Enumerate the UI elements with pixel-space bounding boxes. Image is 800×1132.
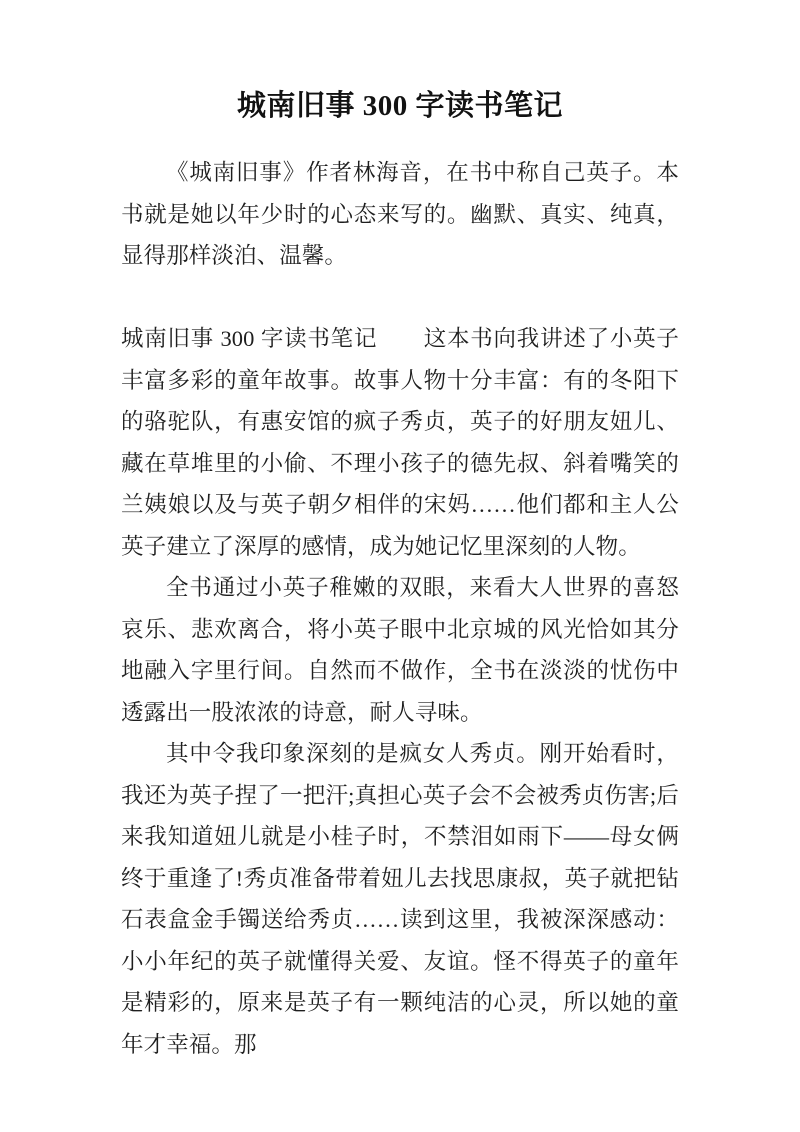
page-title: 城南旧事 300 字读书笔记	[236, 90, 563, 122]
paragraph-1: 《城南旧事》作者林海音，在书中称自己英子。本书就是她以年少时的心态来写的。幽默、真实、纯真，显得那样淡泊、温馨。	[121, 160, 679, 268]
paragraph-3: 全书通过小英子稚嫩的双眼，来看大人世界的喜怒哀乐、悲欢离合，将小英子眼中北京城的风光恰如其分地融入字里行间。自然而不做作，全书在淡淡的忧伤中透露出一股浓浓的诗意，耐人寻味。	[121, 575, 679, 725]
paragraph-4: 其中令我印象深刻的是疯女人秀贞。刚开始看时，我还为英子捏了一把汗;真担心英子会不会被秀贞伤害;后来我知道妞儿就是小桂子时，不禁泪如雨下——母女俩终于重逢了!秀贞准备带着妞儿去找思康叔，英子就把钻石表盒金手镯送给秀贞……读到这里，我被深深感动：小小年纪的英子就懂得关爱、友谊。怪不得英子的童年是精彩的，原来是英子有一颗纯洁的心灵，所以她的童年才幸福。那	[121, 741, 679, 1057]
paragraph-2: 城南旧事 300 字读书笔记 这本书向我讲述了小英子丰富多彩的童年故事。故事人物十分丰富：有的冬阳下的骆驼队，有惠安馆的疯子秀贞，英子的好朋友妞儿、藏在草堆里的小偷、不理小孩子的德先叔、斜着嘴笑的兰姨娘以及与英子朝夕相伴的宋妈……他们都和主人公英子建立了深厚的感情，成为她记忆里深刻的人物。	[121, 326, 679, 559]
blank-line-1	[121, 277, 679, 319]
document-body	[121, 84, 679, 1065]
